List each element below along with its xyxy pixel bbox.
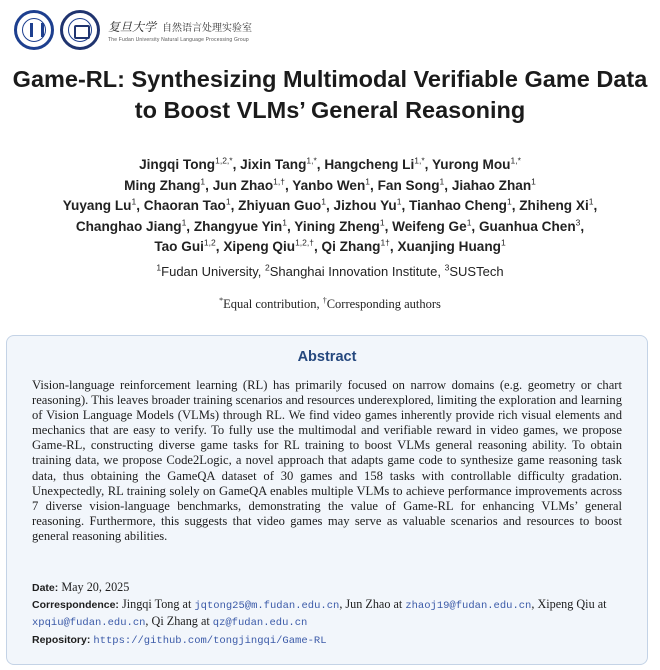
author-separator: , <box>511 198 520 213</box>
author-separator: , <box>313 239 322 254</box>
author-separator: , <box>580 218 585 234</box>
author-mark: 1 <box>131 196 137 207</box>
contact-name: Qi Zhang <box>151 614 198 629</box>
author-separator: , <box>186 218 194 234</box>
contact-separator: , <box>145 614 152 629</box>
author-separator: , <box>424 157 432 172</box>
author-mark: 3 <box>575 216 581 227</box>
contact-email[interactable]: jqtong25@m.fudan.edu.cn <box>194 599 340 612</box>
author-mark: 1† <box>380 237 390 248</box>
contact-email[interactable]: zhaoj19@fudan.edu.cn <box>405 599 532 612</box>
author-line <box>0 196 660 217</box>
author-name: Zhiheng Xi <box>519 198 589 213</box>
author-name: Jun Zhao <box>212 177 274 193</box>
date-label: Date: <box>32 582 59 594</box>
affiliation-name: SUSTech <box>449 264 504 279</box>
author-name: Yining Zheng <box>294 218 380 234</box>
author-name: Yurong Mou <box>431 157 511 172</box>
author-name: Zhiyuan Guo <box>238 198 322 213</box>
contact-at: at <box>393 596 403 611</box>
lab-name-cn: 自然语言处理实验室 <box>162 22 253 34</box>
author-mark: 1 <box>506 196 512 207</box>
university-name-cn: 复旦大学 <box>108 19 157 34</box>
author-name: Changhao Jiang <box>75 218 182 234</box>
author-name: Ming Zhang <box>124 177 201 193</box>
author-name: Jingqi Tong <box>139 157 216 172</box>
fudan-seal-icon <box>14 10 54 50</box>
author-mark: 1,* <box>414 155 425 166</box>
author-separator: , <box>286 218 295 234</box>
author-mark: 1 <box>321 196 326 207</box>
author-line <box>0 217 660 238</box>
affiliation-name: Shanghai Innovation Institute <box>269 264 438 279</box>
date-line <box>32 580 627 597</box>
lab-name-en: The Fudan University Natural Language Processing Group <box>108 36 249 43</box>
correspondence-label: Correspondence: <box>32 598 119 611</box>
affiliation-separator: , <box>257 264 265 279</box>
affiliation-mark: 3 <box>444 262 450 273</box>
author-name: Guanhua Chen <box>478 218 576 234</box>
author-mark: 1,2,* <box>215 155 233 166</box>
author-separator: , <box>215 239 224 254</box>
contact-name: Jun Zhao <box>345 596 391 611</box>
author-mark: 1 <box>500 237 506 248</box>
author-name: Xipeng Qiu <box>223 239 296 254</box>
repository-link[interactable]: https://github.com/tongjingqi/Game-RL <box>93 634 327 647</box>
equal-mark: * <box>219 295 224 305</box>
author-mark: 1 <box>365 175 371 186</box>
contact-separator: , <box>531 596 538 611</box>
affiliation-mark: 2 <box>264 262 270 273</box>
abstract-box <box>6 335 648 665</box>
contact-name: Jingqi Tong <box>121 596 180 611</box>
contact-email[interactable]: xpqiu@fudan.edu.cn <box>32 617 146 630</box>
repository-line <box>32 632 627 650</box>
repository-label: Repository: <box>32 633 91 646</box>
author-separator: , <box>401 198 410 213</box>
corr-mark: † <box>322 295 327 305</box>
author-name: Hangcheng Li <box>324 157 415 172</box>
author-mark: 1 <box>181 216 187 227</box>
author-name: Zhangyue Yin <box>193 218 283 234</box>
affiliations <box>0 264 660 279</box>
author-name: Jixin Tang <box>240 157 307 172</box>
date-value: May 20, 2025 <box>61 580 130 594</box>
author-mark: 1,* <box>510 155 521 166</box>
author-mark: 1 <box>531 175 536 186</box>
equal-text: Equal contribution, <box>223 297 323 311</box>
contact-email[interactable]: qz@fudan.edu.cn <box>212 617 308 630</box>
affiliation-separator: , <box>437 264 445 279</box>
author-separator: , <box>593 198 598 213</box>
author-separator: , <box>284 177 293 193</box>
author-mark: 1,† <box>273 175 285 186</box>
author-mark: 1 <box>588 196 594 207</box>
author-separator: , <box>384 218 393 234</box>
author-mark: 1,2,† <box>295 237 314 248</box>
author-line <box>0 237 660 258</box>
lab-seal-icon <box>60 10 100 50</box>
author-mark: 1 <box>396 196 402 207</box>
author-line <box>0 155 660 176</box>
paper-title <box>0 64 660 126</box>
author-separator: , <box>232 157 241 172</box>
author-name: Fan Song <box>377 177 440 193</box>
author-name: Jizhou Yu <box>333 198 397 213</box>
author-separator: , <box>389 239 398 254</box>
author-name: Tianhao Cheng <box>409 198 507 213</box>
author-name: Yuyang Lu <box>62 198 132 213</box>
correspondence-line <box>32 597 627 632</box>
paper-meta <box>32 580 627 649</box>
author-separator: , <box>444 177 452 193</box>
contact-name: Xipeng Qiu <box>537 596 595 611</box>
author-line <box>0 176 660 197</box>
author-separator: , <box>325 198 334 213</box>
affiliation-name: Fudan University <box>161 264 258 279</box>
author-separator: , <box>316 157 325 172</box>
title-line-2: to Boost VLMs’ General Reasoning <box>134 97 526 123</box>
affiliation-mark: 1 <box>156 262 162 273</box>
corr-text: Corresponding authors <box>326 297 441 311</box>
author-separator: , <box>370 177 378 193</box>
author-separator: , <box>471 218 479 234</box>
author-separator: , <box>230 198 239 213</box>
author-mark: 1 <box>466 216 472 227</box>
contact-at: at <box>597 596 607 611</box>
contact-at: at <box>200 614 210 629</box>
author-name: Xuanjing Huang <box>397 239 501 254</box>
abstract-text: Vision-language reinforcement learning (RL) has primarily focused on narrow domains (e.g. geometry or chart reasoning). This leaves broader training scenarios and resources underexplored, limiting the exploration and learning of Vision Language Models (VLMs) through RL. We find video games inherently provide rich visual elements and mechanics that are easy to verify. To fully use the multimodal and verifiable reward in video games, we propose Game-RL, constructing diverse game tasks for RL training to boost VLMs general reasoning ability. To obtain training data, we propose Code2Logic, a novel approach that adapts game code to synthesize game reasoning task data, thus obtaining the GameQA dataset of 30 games and 158 tasks with controllable difficulty gradation. Unexpectedly, RL training solely on GameQA enables multiple VLMs to achieve performance improvements across 7 diverse vision-language benchmarks, demonstrating the value of Game-RL for enhancing VLMs’ general reasoning. Furthermore, this suggests that video games may serve as valuable scenarios and resources to boost general reasoning abilities. <box>32 378 622 543</box>
author-name: Qi Zhang <box>321 239 381 254</box>
abstract-heading: Abstract <box>297 349 357 365</box>
author-name: Jiahao Zhan <box>451 177 532 193</box>
author-mark: 1,* <box>306 155 317 166</box>
contact-separator: , <box>339 596 346 611</box>
contact-at: at <box>182 596 192 611</box>
author-separator: , <box>205 177 213 193</box>
author-name: Chaoran Tao <box>143 198 226 213</box>
header-logos <box>14 8 252 52</box>
author-mark: 1,2 <box>203 237 216 248</box>
author-mark: 1 <box>225 196 231 207</box>
author-mark: 1 <box>439 175 445 186</box>
title-line-1: Game-RL: Synthesizing Multimodal Verifiable Game Data <box>12 66 648 92</box>
author-mark: 1 <box>282 216 287 227</box>
author-list <box>0 155 660 258</box>
author-mark: 1 <box>379 216 385 227</box>
author-name: Yanbo Wen <box>292 177 366 193</box>
lab-name <box>108 18 252 43</box>
author-mark: 1 <box>200 175 206 186</box>
contribution-note <box>0 297 660 312</box>
author-name: Weifeng Ge <box>392 218 467 234</box>
author-name: Tao Gui <box>154 239 204 254</box>
author-separator: , <box>136 198 144 213</box>
